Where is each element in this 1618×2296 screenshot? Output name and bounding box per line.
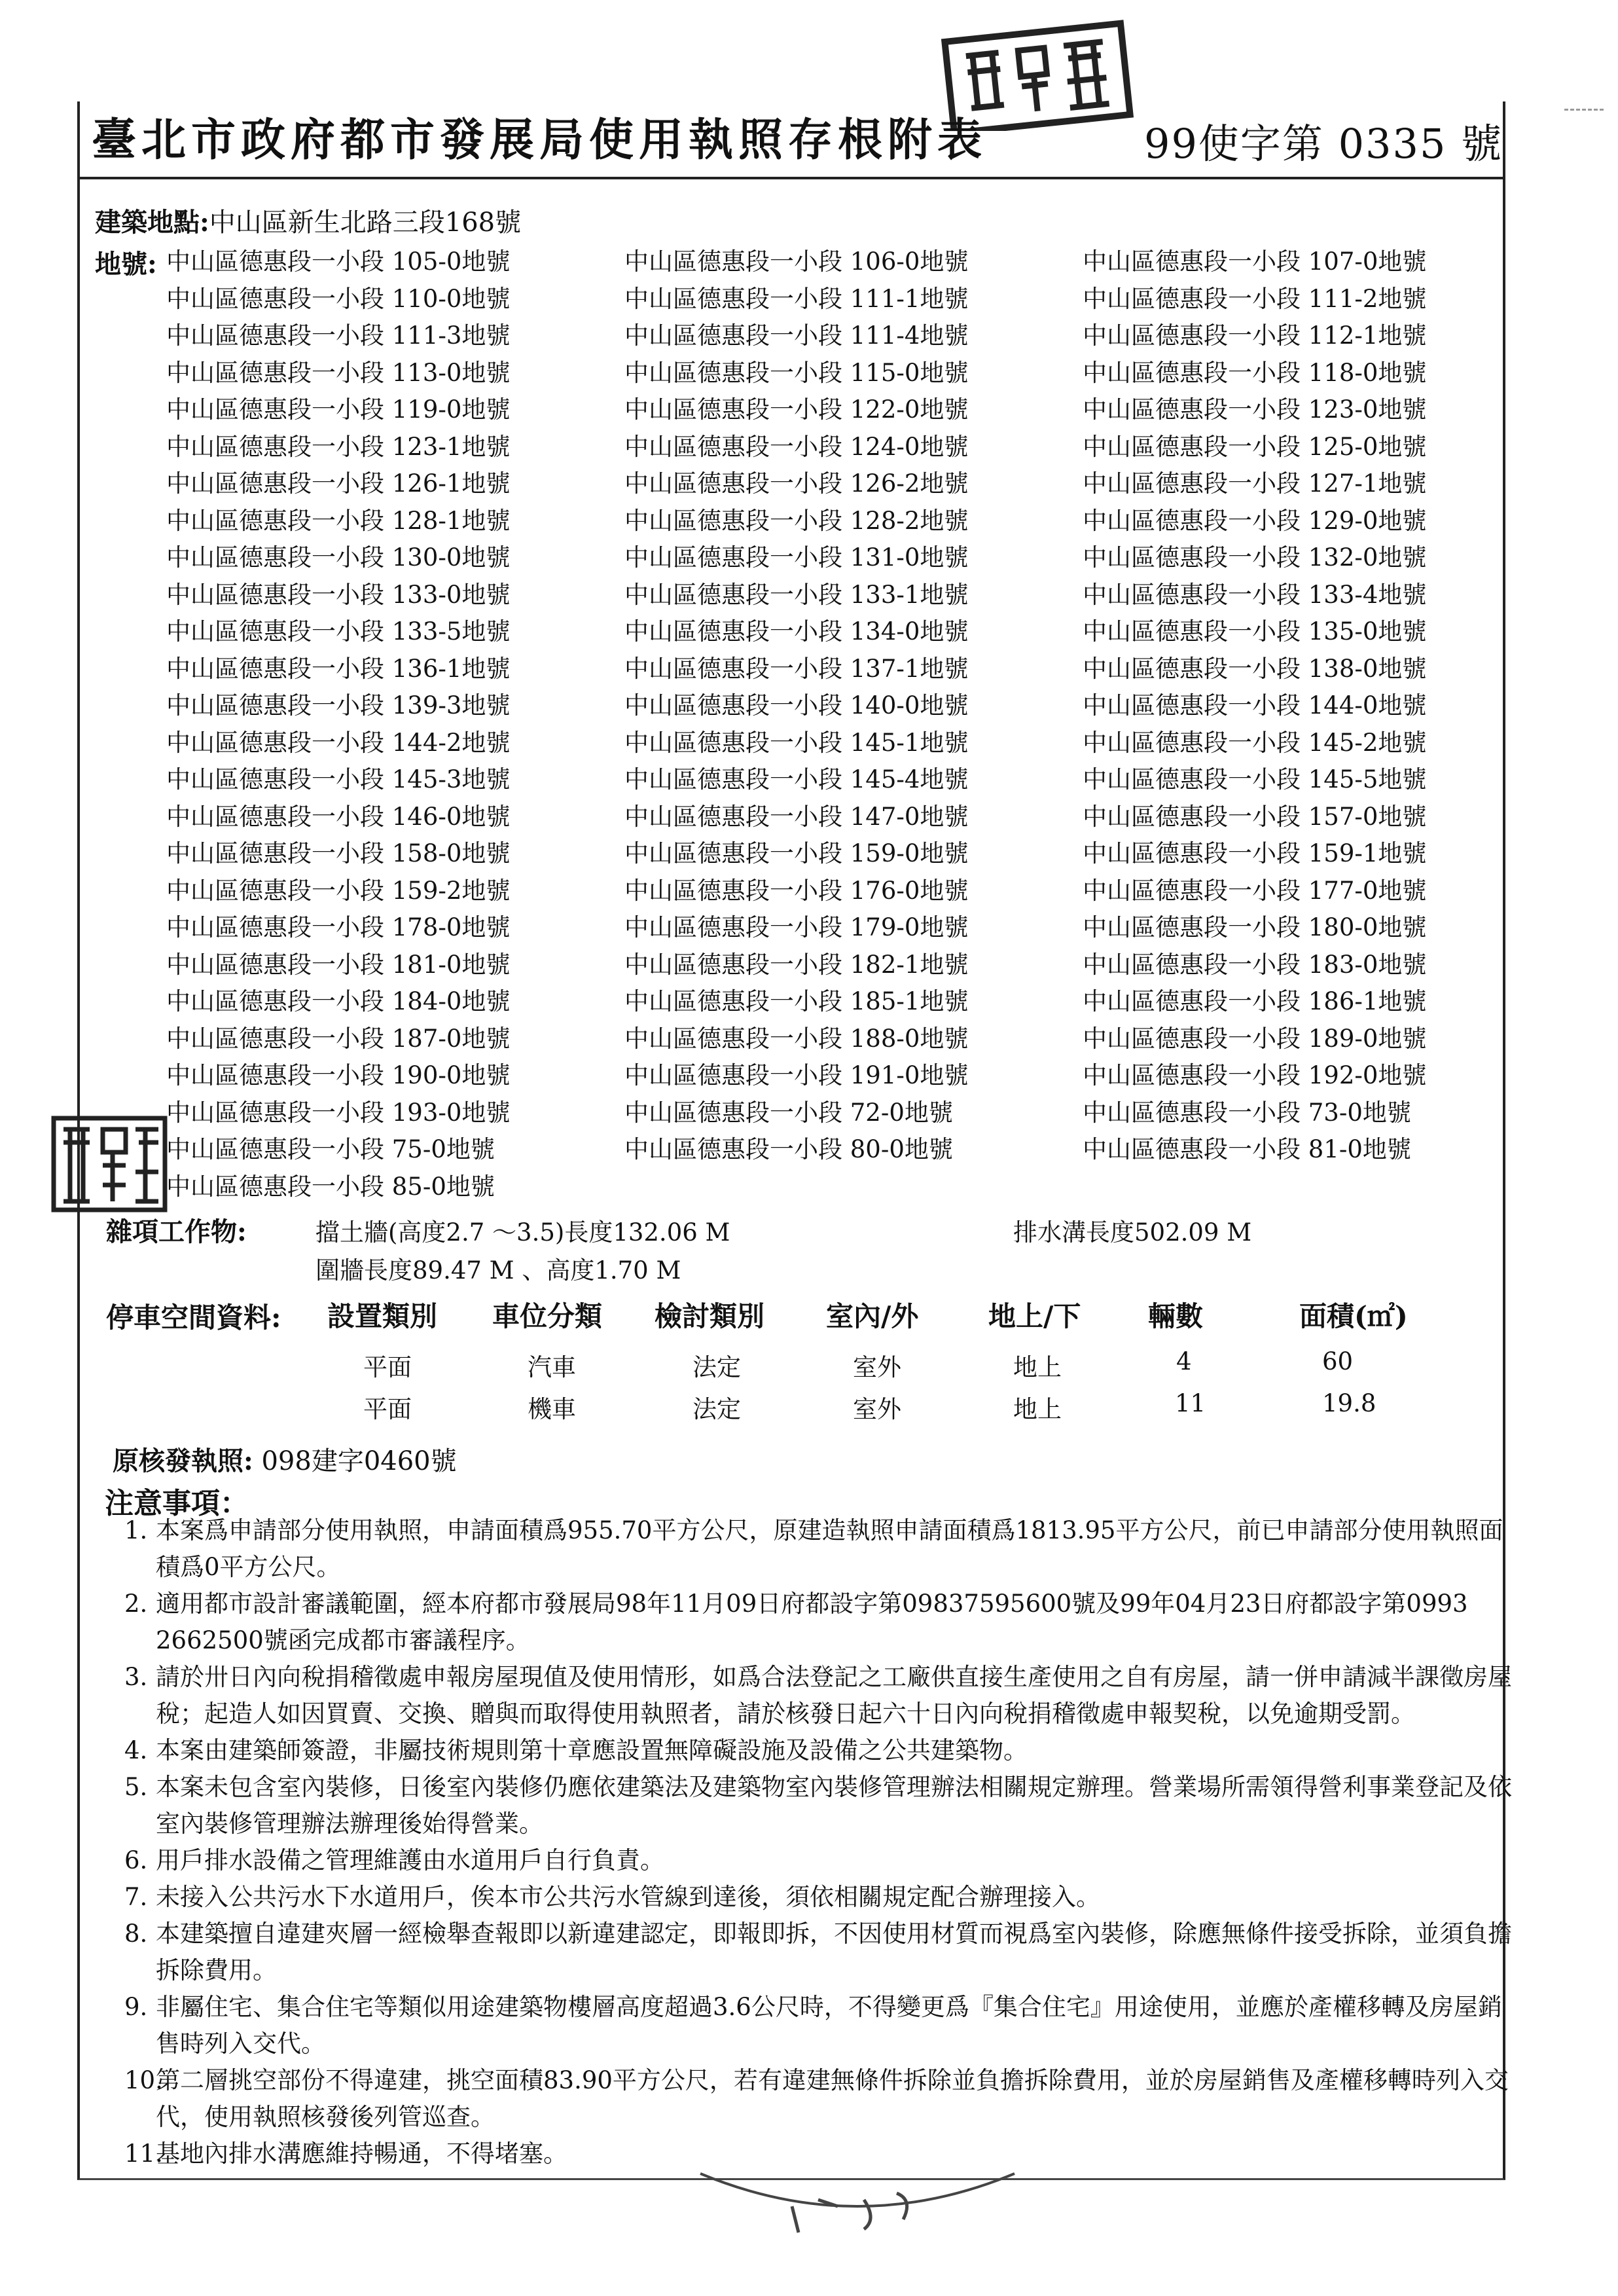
lot-item: 中山區德惠段一小段 111-3地號 [166, 321, 511, 350]
parking-cell: 法定 [692, 1353, 741, 1381]
notes-label: 注意事項： [105, 1487, 249, 1520]
lot-item: 中山區德惠段一小段 128-1地號 [166, 506, 511, 535]
site-location-label: 建築地點: [95, 207, 209, 238]
lot-item: 中山區德惠段一小段 139-3地號 [166, 691, 511, 720]
lot-item: 中山區德惠段一小段 111-2地號 [1083, 284, 1427, 313]
lot-item: 中山區德惠段一小段 113-0地號 [166, 358, 511, 387]
lot-item: 中山區德惠段一小段 126-1地號 [166, 469, 511, 498]
original-permit-label: 原核發執照: [113, 1446, 253, 1476]
note-number: 4. [124, 1736, 148, 1764]
retaining-wall-spec: 擋土牆(高度2.7 ～3.5)長度132.06 M [315, 1218, 730, 1247]
lot-item: 中山區德惠段一小段 176-0地號 [624, 876, 969, 905]
note-number: 9. [124, 1993, 148, 2021]
note-text: 未接入公共污水下水道用戶，俟本市公共污水管線到達後，須依相關規定配合辦理接入。 [156, 1883, 1100, 1911]
parking-header: 室內/外 [826, 1300, 919, 1332]
note-item [124, 1586, 1525, 1659]
note-text: 用戶排水設備之管理維護由水道用戶自行負責。 [156, 1846, 664, 1874]
lot-item: 中山區德惠段一小段 136-1地號 [166, 654, 511, 683]
parking-cell: 11 [1175, 1389, 1206, 1417]
parking-cell: 法定 [692, 1395, 741, 1423]
lot-item: 中山區德惠段一小段 191-0地號 [624, 1061, 969, 1089]
lot-item: 中山區德惠段一小段 81-0地號 [1083, 1135, 1411, 1163]
note-text: 本案未包含室內裝修，日後室內裝修仍應依建築法及建築物室內裝修管理辦法相關規定辦理。營業場所需領得營利事業登記及依室內裝修管理辦法辦理後始得營業。 [156, 1773, 1512, 1838]
notes-list [124, 1512, 1525, 2172]
lot-item: 中山區德惠段一小段 119-0地號 [166, 395, 511, 424]
note-text: 第二層挑空部份不得違建，挑空面積83.90平方公尺，若有違建無條件拆除並負擔拆除費用，並於房屋銷售及產權移轉時列入交代，使用執照核發後列管巡查。 [156, 2066, 1509, 2131]
original-permit [113, 1440, 457, 1478]
lots-label: 地號: [95, 249, 157, 280]
note-text: 非屬住宅、集合住宅等類似用途建築物樓層高度超過3.6公尺時，不得變更爲『集合住宅』用途使用，並應於產權移轉及房屋銷售時列入交代。 [156, 1993, 1502, 2058]
parking-header: 檢討類別 [655, 1300, 765, 1332]
lot-item: 中山區德惠段一小段 181-0地號 [166, 950, 511, 979]
lot-item: 中山區德惠段一小段 146-0地號 [166, 802, 511, 831]
note-number: 11. [124, 2140, 163, 2168]
lot-item: 中山區德惠段一小段 133-5地號 [166, 617, 511, 646]
parking-cell: 平面 [363, 1395, 412, 1423]
lot-item: 中山區德惠段一小段 159-0地號 [624, 839, 969, 867]
note-number: 5. [124, 1773, 148, 1801]
note-number: 8. [124, 1920, 148, 1948]
parking-cell: 19.8 [1322, 1389, 1376, 1417]
note-text: 本案由建築師簽證，非屬技術規則第十章應設置無障礙設施及設備之公共建築物。 [156, 1736, 1028, 1764]
lot-item: 中山區德惠段一小段 180-0地號 [1083, 913, 1427, 941]
note-item [124, 2136, 1525, 2172]
parking-header: 輛數 [1148, 1300, 1204, 1332]
lot-item: 中山區德惠段一小段 73-0地號 [1083, 1098, 1411, 1127]
drainage-spec: 排水溝長度502.09 M [1013, 1218, 1252, 1247]
note-item [124, 1732, 1525, 1769]
lot-item: 中山區德惠段一小段 158-0地號 [166, 839, 511, 867]
parking-cell: 室外 [853, 1395, 901, 1423]
lot-item: 中山區德惠段一小段 133-1地號 [624, 580, 969, 609]
fence-spec: 圍牆長度89.47 M 、高度1.70 M [315, 1256, 681, 1285]
note-item [124, 1659, 1525, 1732]
lot-item: 中山區德惠段一小段 184-0地號 [166, 987, 511, 1015]
lot-item: 中山區德惠段一小段 177-0地號 [1083, 876, 1427, 905]
lot-item: 中山區德惠段一小段 128-2地號 [624, 506, 969, 535]
lot-item: 中山區德惠段一小段 123-1地號 [166, 432, 511, 461]
lot-item: 中山區德惠段一小段 130-0地號 [166, 543, 511, 572]
lot-item: 中山區德惠段一小段 122-0地號 [624, 395, 969, 424]
lot-item: 中山區德惠段一小段 183-0地號 [1083, 950, 1427, 979]
lot-item: 中山區德惠段一小段 192-0地號 [1083, 1061, 1427, 1089]
lot-item: 中山區德惠段一小段 133-0地號 [166, 580, 511, 609]
lot-item: 中山區德惠段一小段 159-1地號 [1083, 839, 1427, 867]
note-item [124, 1769, 1525, 1842]
lot-item: 中山區德惠段一小段 125-0地號 [1083, 432, 1427, 461]
parking-cell: 地上 [1013, 1395, 1062, 1423]
lot-item: 中山區德惠段一小段 111-4地號 [624, 321, 969, 350]
parking-label: 停車空間資料: [106, 1302, 281, 1334]
title-divider [77, 177, 1505, 179]
lot-item: 中山區德惠段一小段 138-0地號 [1083, 654, 1427, 683]
lot-item: 中山區德惠段一小段 147-0地號 [624, 802, 969, 831]
lot-item: 中山區德惠段一小段 112-1地號 [1083, 321, 1427, 350]
parking-cell: 汽車 [528, 1353, 576, 1381]
margin-mark [1564, 109, 1604, 113]
lots-list [166, 244, 1495, 1205]
lot-item: 中山區德惠段一小段 188-0地號 [624, 1024, 969, 1053]
note-item [124, 1879, 1525, 1916]
note-item [124, 2062, 1525, 2136]
lot-item: 中山區德惠段一小段 145-4地號 [624, 765, 969, 793]
note-text: 適用都市設計審議範圍，經本府都市發展局98年11月09日府都設字第09837595600號及99年04月23日府都設字第0993 2662500號函完成都市審議程序。 [156, 1590, 1468, 1654]
lot-item: 中山區德惠段一小段 145-5地號 [1083, 765, 1427, 793]
lot-item: 中山區德惠段一小段 131-0地號 [624, 543, 969, 572]
lot-item: 中山區德惠段一小段 145-3地號 [166, 765, 511, 793]
note-item [124, 1512, 1525, 1586]
note-number: 1. [124, 1516, 148, 1544]
lot-item: 中山區德惠段一小段 189-0地號 [1083, 1024, 1427, 1053]
lot-item: 中山區德惠段一小段 129-0地號 [1083, 506, 1427, 535]
note-text: 基地內排水溝應維持暢通，不得堵塞。 [156, 2140, 567, 2168]
lot-item: 中山區德惠段一小段 111-1地號 [624, 284, 969, 313]
lot-item: 中山區德惠段一小段 80-0地號 [624, 1135, 953, 1163]
permit-number: 99使字第 0335 號 [1144, 120, 1503, 168]
lot-item: 中山區德惠段一小段 187-0地號 [166, 1024, 511, 1053]
lot-item: 中山區德惠段一小段 132-0地號 [1083, 543, 1427, 572]
lot-item: 中山區德惠段一小段 190-0地號 [166, 1061, 511, 1089]
lot-item: 中山區德惠段一小段 178-0地號 [166, 913, 511, 941]
lot-item: 中山區德惠段一小段 185-1地號 [624, 987, 969, 1015]
lot-item: 中山區德惠段一小段 106-0地號 [624, 247, 969, 276]
lot-item: 中山區德惠段一小段 140-0地號 [624, 691, 969, 720]
note-number: 3. [124, 1663, 148, 1691]
lot-item: 中山區德惠段一小段 124-0地號 [624, 432, 969, 461]
lot-item: 中山區德惠段一小段 85-0地號 [166, 1172, 495, 1201]
lot-item: 中山區德惠段一小段 159-2地號 [166, 876, 511, 905]
page-stamp-mark-icon [694, 2160, 1021, 2239]
note-item [124, 1989, 1525, 2062]
lot-item: 中山區德惠段一小段 145-1地號 [624, 728, 969, 757]
lot-item: 中山區德惠段一小段 186-1地號 [1083, 987, 1427, 1015]
lot-item: 中山區德惠段一小段 144-0地號 [1083, 691, 1427, 720]
lot-item: 中山區德惠段一小段 135-0地號 [1083, 617, 1427, 646]
note-text: 請於卅日內向稅捐稽徵處申報房屋現值及使用情形，如爲合法登記之工廠供直接生產使用之自有房屋，請一併申請減半課徵房屋稅；起造人如因買賣、交換、贈與而取得使用執照者，請於核發日起六十日內向稅捐稽徵處申報契稅，以免逾期受罰。 [156, 1663, 1512, 1728]
lot-item: 中山區德惠段一小段 115-0地號 [624, 358, 969, 387]
lot-item: 中山區德惠段一小段 110-0地號 [166, 284, 511, 313]
lot-item: 中山區德惠段一小段 179-0地號 [624, 913, 969, 941]
lot-item: 中山區德惠段一小段 126-2地號 [624, 469, 969, 498]
side-seal-icon [47, 1113, 171, 1218]
parking-header: 地上/下 [988, 1300, 1081, 1332]
original-permit-value: 098建字0460號 [261, 1446, 457, 1476]
page-title: 臺北市政府都市發展局使用執照存根附表 [92, 114, 988, 166]
lot-item: 中山區德惠段一小段 157-0地號 [1083, 802, 1427, 831]
lot-item: 中山區德惠段一小段 145-2地號 [1083, 728, 1427, 757]
site-location-value: 中山區新生北路三段168號 [209, 208, 522, 238]
note-number: 2. [124, 1590, 148, 1618]
parking-cell: 4 [1176, 1347, 1192, 1376]
note-number: 10. [124, 2066, 163, 2094]
lot-item: 中山區德惠段一小段 107-0地號 [1083, 247, 1427, 276]
lot-item: 中山區德惠段一小段 123-0地號 [1083, 395, 1427, 424]
lot-item: 中山區德惠段一小段 193-0地號 [166, 1098, 511, 1127]
note-number: 6. [124, 1846, 148, 1874]
note-text: 本建築擅自違建夾層一經檢舉查報即以新違建認定，即報即拆，不因使用材質而視爲室內裝修，除應無條件接受拆除，並須負擔拆除費用。 [156, 1920, 1512, 1984]
note-item [124, 1916, 1525, 1989]
lot-item: 中山區德惠段一小段 127-1地號 [1083, 469, 1427, 498]
lot-item: 中山區德惠段一小段 137-1地號 [624, 654, 969, 683]
parking-header: 車位分類 [492, 1300, 603, 1332]
note-item [124, 1842, 1525, 1879]
misc-works-label: 雜項工作物: [106, 1216, 247, 1247]
lot-item: 中山區德惠段一小段 144-2地號 [166, 728, 511, 757]
lot-item: 中山區德惠段一小段 105-0地號 [166, 247, 511, 276]
site-location [95, 202, 521, 239]
parking-cell: 平面 [363, 1353, 412, 1381]
lot-item: 中山區德惠段一小段 75-0地號 [166, 1135, 495, 1163]
parking-cell: 地上 [1013, 1353, 1062, 1381]
parking-cell: 60 [1322, 1347, 1354, 1376]
lot-item: 中山區德惠段一小段 133-4地號 [1083, 580, 1427, 609]
parking-header: 面積(㎡) [1299, 1300, 1408, 1332]
parking-cell: 機車 [528, 1395, 576, 1423]
note-number: 7. [124, 1883, 148, 1911]
lot-item: 中山區德惠段一小段 118-0地號 [1083, 358, 1427, 387]
parking-cell: 室外 [853, 1353, 901, 1381]
lot-item: 中山區德惠段一小段 134-0地號 [624, 617, 969, 646]
note-text: 本案爲申請部分使用執照，申請面積爲955.70平方公尺，原建造執照申請面積爲1813.95平方公尺，前已申請部分使用執照面積爲0平方公尺。 [156, 1516, 1503, 1581]
lot-item: 中山區德惠段一小段 182-1地號 [624, 950, 969, 979]
lot-item: 中山區德惠段一小段 72-0地號 [624, 1098, 953, 1127]
parking-header: 設置類別 [327, 1300, 438, 1332]
